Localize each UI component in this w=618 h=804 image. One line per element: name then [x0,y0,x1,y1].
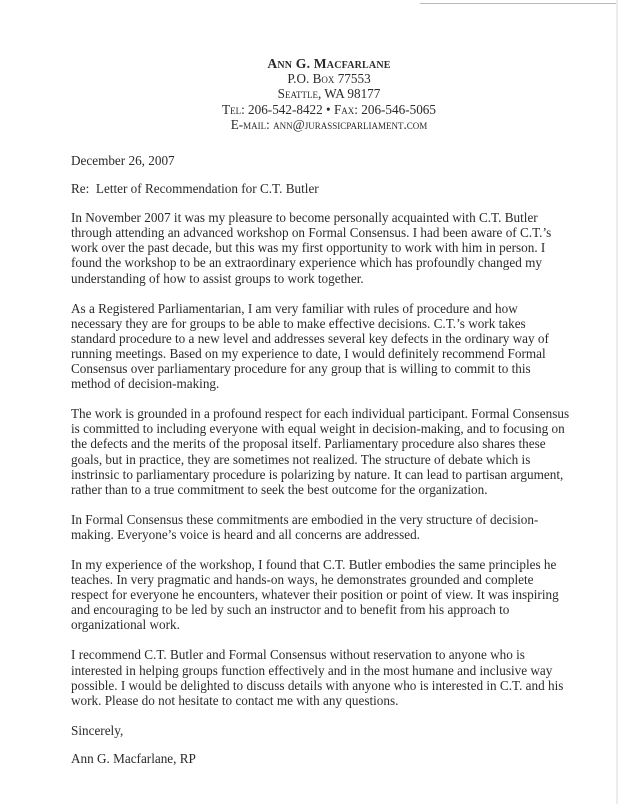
letterhead [0,56,618,132]
letter-date: December 26, 2007 [71,153,175,168]
letter-paragraph-2: As a Registered Parliamentarian, I am very familiar with rules of procedure and how necessary they are for groups to be able to make effective decisions. C.T.’s work takes standard procedure to a new level and addresses several key defects in the ordinary way of running meetings. Based on my experience to date, I would definitely recommend Formal Consensus over parliamentary procedure for any group that is willing to commit to this method of decision-making. [71,300,549,392]
letter-paragraph-6: I recommend C.T. Butler and Formal Consensus without reservation to anyone who is interested in helping groups function effectively and in the most humane and inclusive way possible. I would be delighted to discuss details with anyone who is interested in C.T. and his work. Please do not hesitate to contact me with any questions. [71,647,564,708]
scan-edge-line [420,3,618,4]
letterhead-po-box: P.O. Box 77553 [287,71,371,87]
letter-paragraph-1: In November 2007 it was my pleasure to become personally acquainted with C.T. Butler through attending an advanced workshop on Formal Consensus. I had been aware of C.T.’s work over the past decade, but this was my first opportunity to work with him in person. I found the workshop to be an extraordinary experience which has profoundly changed my understanding of how to assist groups to work together. [71,210,552,286]
letter-paragraph-5: In my experience of the workshop, I found that C.T. Butler embodies the same principles he teaches. In very pragmatic and hands-on ways, he demonstrates grounded and complete respect for everyone he encounters, whatever their position or point of view. It was inspiring and encouraging to be led by such an instructor and to benefit from his approach to organizational work. [71,556,559,633]
letterhead-phone-fax: Tel: 206-542-8422 • Fax: 206-546-5065 [222,101,436,117]
letter-closing: Sincerely, [71,722,124,738]
letter-subject: Re: Letter of Recommendation for C.T. Butler [71,181,319,197]
letter-body [71,153,571,781]
letter-paragraph-4: In Formal Consensus these commitments are embodied in the very structure of decision-making. Everyone’s voice is heard and all concerns are addressed. [71,511,539,542]
letterhead-city: Seattle, WA 98177 [277,86,381,102]
letter-signer: Ann G. Macfarlane, RP [71,750,196,766]
letterhead-email: E-mail: ann@jurassicparliament.com [230,116,428,132]
letter-paragraph-3: The work is grounded in a profound respect for each individual participant. Formal Consensus is committed to including everyone with equal weight in decision-making, and to focusing on the defects and the merits of the proposal itself. Parliamentary procedure also shares these goals, but in practice, they are sometimes not realized. The structure of debate which is instrinsic to parliamentary procedure is polarizing by nature. It can lead to partisan argument, rather than to a true commitment to seek the best outcome for the organization. [71,406,570,497]
letterhead-name: Ann G. Macfarlane [267,56,391,71]
